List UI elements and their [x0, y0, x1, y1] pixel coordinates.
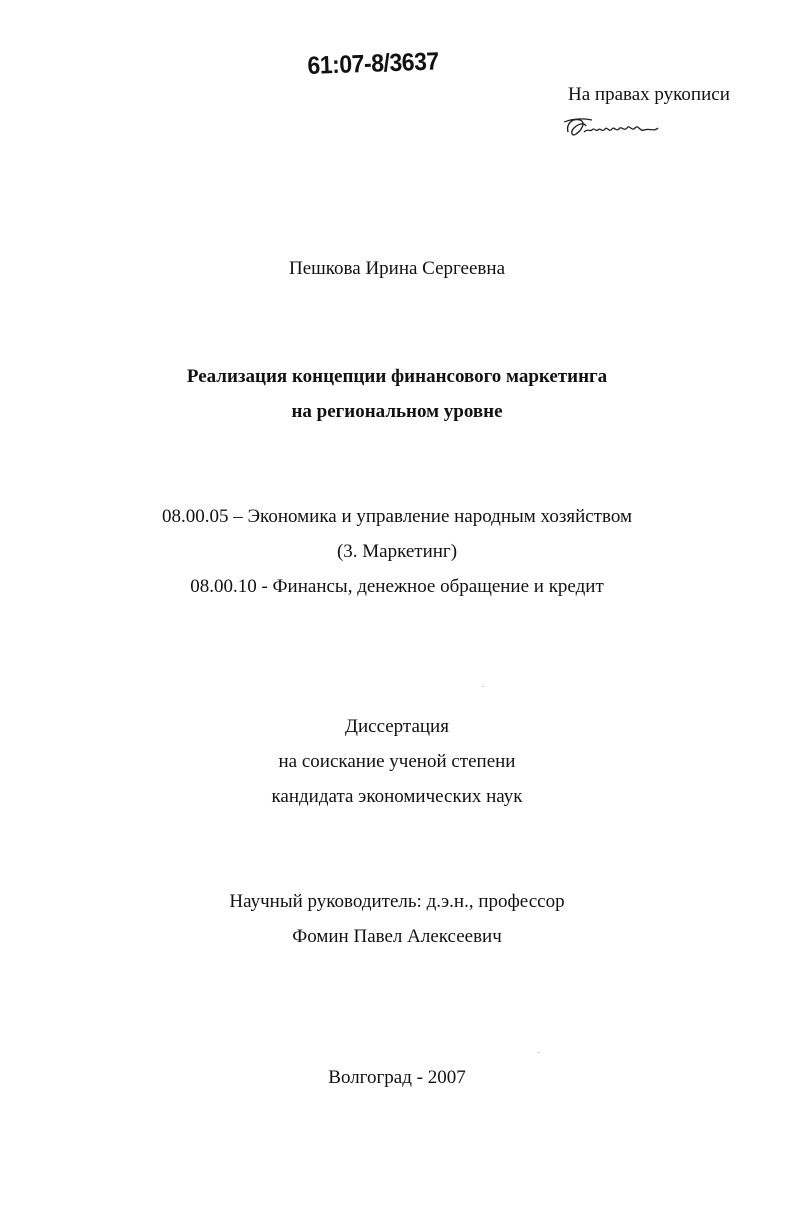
supervisor-name: Фомин Павел Алексеевич	[292, 926, 502, 947]
specialty-line-2: (3. Маркетинг)	[336, 541, 458, 562]
degree-line-2: на соискание ученой степени	[278, 751, 516, 772]
specialty-line-1: 08.00.05 – Экономика и управление народным хозяйством	[162, 506, 632, 527]
degree-line-3: кандидата экономических наук	[271, 786, 523, 807]
specialty-line-3: 08.00.10 - Финансы, денежное обращение и кредит	[190, 576, 604, 597]
scan-speck	[538, 1052, 540, 1053]
dissertation-title-line-1: Реализация концепции финансового маркетинга	[186, 366, 608, 387]
rights-note: На правах рукописи	[568, 84, 730, 105]
degree-line-1: Диссертация	[345, 716, 449, 737]
handwritten-signature	[562, 110, 662, 144]
supervisor-line-1: Научный руководитель: д.э.н., профессор	[229, 891, 565, 912]
scan-speck	[482, 686, 484, 687]
author-name: Пешкова Ирина Сергеевна	[288, 258, 505, 279]
catalog-stamp: 61:07-8/3637	[307, 47, 440, 80]
city-year: Волгоград - 2007	[328, 1067, 466, 1088]
dissertation-title-line-2: на региональном уровне	[291, 401, 503, 422]
